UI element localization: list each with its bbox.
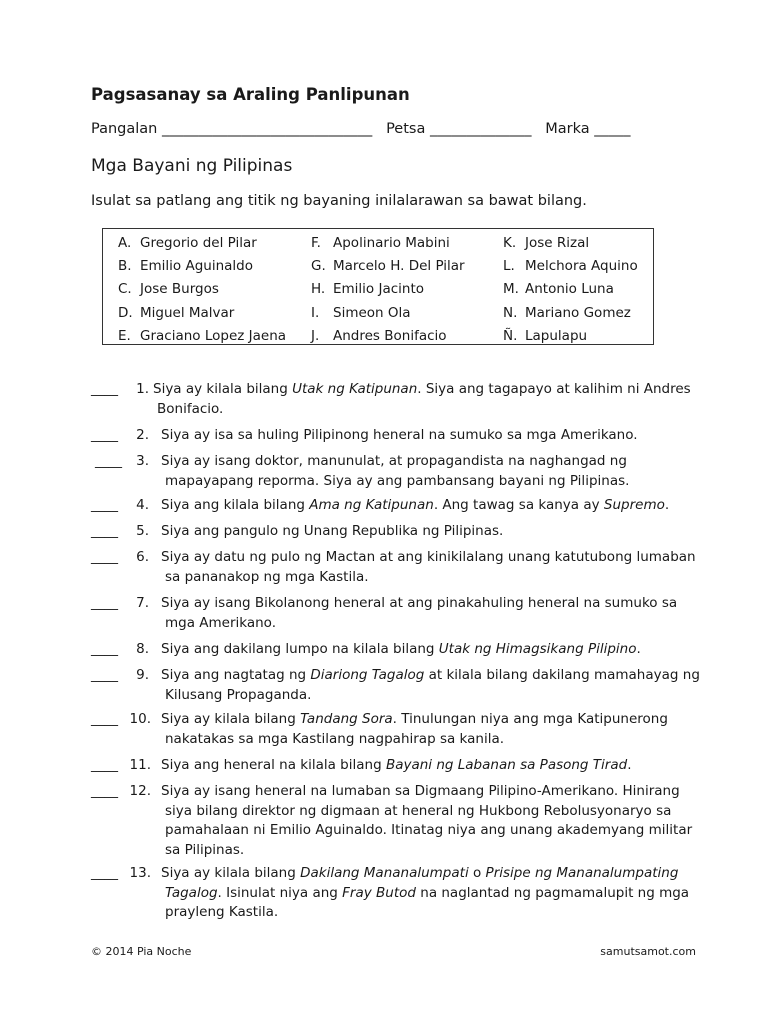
- choice-item: [118, 278, 286, 301]
- answer-blank[interactable]: ____: [91, 783, 118, 799]
- question-number: 4.: [136, 497, 149, 513]
- choice-letter: M.: [503, 281, 519, 298]
- answer-blank[interactable]: ____: [91, 523, 118, 539]
- answer-blank[interactable]: ____: [91, 427, 118, 443]
- choice-name: Antonio Luna: [525, 281, 614, 298]
- question-text: [161, 522, 701, 542]
- choice-letter: E.: [118, 327, 131, 344]
- emphasis-text: Utak ng Himagsikang Pilipino: [438, 641, 637, 657]
- question-text: [161, 666, 701, 705]
- choice-item: [503, 278, 638, 301]
- choice-name: Apolinario Mabini: [333, 235, 450, 251]
- choice-item: [311, 302, 465, 325]
- emphasis-text: Prisipe ng Mananalumpating: [485, 865, 679, 881]
- question-line: Siya ay isa sa huling Pilipinong heneral na sumuko sa mga Amerikano.: [161, 427, 638, 443]
- emphasis-text: Supremo: [603, 497, 665, 513]
- date-label: Petsa: [386, 121, 426, 137]
- choice-name: Melchora Aquino: [525, 258, 638, 275]
- question-text: [161, 426, 701, 446]
- emphasis-text: Bayani ng Labanan sa Pasong Tirad: [385, 757, 628, 773]
- grade-label: Marka: [545, 121, 590, 137]
- answer-blank[interactable]: ____: [91, 711, 118, 727]
- date-blank: ______________: [429, 121, 532, 137]
- question-number: 12.: [129, 783, 151, 799]
- choice-name: Gregorio del Pilar: [140, 235, 257, 251]
- question-line: mapayapang reporma. Siya ay ang pambansang bayani ng Pilipinas.: [165, 472, 630, 489]
- question-line: Siya ay kilala bilang Tandang Sora. Tinulungan niya ang mga Katipunerong: [161, 711, 668, 727]
- emphasis-text: Fray Butod: [342, 884, 416, 901]
- emphasis-text: Utak ng Katipunan: [292, 381, 418, 397]
- choices-column-1: [118, 232, 286, 348]
- choice-item: [311, 232, 465, 255]
- question-line: Siya ay isang Bikolanong heneral at ang pinakahuling heneral na sumuko sa: [161, 595, 678, 611]
- choice-item: [118, 325, 286, 348]
- question-number: 5.: [136, 523, 149, 539]
- choice-name: Emilio Aguinaldo: [140, 258, 254, 275]
- answer-blank[interactable]: ____: [91, 757, 118, 773]
- question-text: [161, 548, 701, 587]
- choice-letter: H.: [311, 281, 326, 298]
- choice-letter: F.: [311, 235, 321, 251]
- choice-item: [118, 232, 286, 255]
- choice-name: Simeon Ola: [333, 304, 411, 321]
- question-number: 7.: [136, 595, 149, 611]
- answer-blank[interactable]: ____: [91, 381, 118, 397]
- choice-letter: B.: [118, 258, 132, 275]
- choices-column-3: [503, 232, 638, 348]
- answer-blank[interactable]: ____: [91, 641, 118, 657]
- question-number: 1.: [136, 381, 149, 397]
- choice-name: Jose Rizal: [525, 235, 590, 251]
- choice-name: Mariano Gomez: [525, 304, 631, 321]
- question-text: [161, 756, 701, 776]
- question-number: 2.: [136, 427, 149, 443]
- name-label: Pangalan: [91, 121, 158, 137]
- question-line: Siya ang kilala bilang Ama ng Katipunan. Ang tawag sa kanya ay Supremo.: [161, 497, 670, 513]
- question-line: Siya ang heneral na kilala bilang Bayani ng Labanan sa Pasong Tirad.: [161, 757, 632, 773]
- grade-blank: _____: [594, 121, 631, 137]
- choice-item: [503, 302, 638, 325]
- choices-box: [102, 228, 654, 345]
- choice-name: Emilio Jacinto: [333, 281, 425, 298]
- choice-letter: L.: [503, 258, 515, 275]
- choice-name: Marcelo H. Del Pilar: [333, 258, 465, 275]
- choice-letter: D.: [118, 304, 133, 321]
- question-number: 11.: [129, 757, 151, 773]
- choice-item: [118, 302, 286, 325]
- question-line: Siya ay kilala bilang Utak ng Katipunan. Siya ang tagapayo at kalihim ni Andres: [153, 381, 691, 397]
- choice-item: [503, 325, 638, 348]
- choice-letter: N.: [503, 304, 518, 321]
- choice-letter: I.: [311, 304, 320, 321]
- question-line: Siya ang nagtatag ng Diariong Tagalog at kilala bilang dakilang mamahayag ng: [161, 667, 700, 683]
- question-line: Tagalog. Isinulat niya ang Fray Butod na naglantad ng pagmamalupit ng mga: [165, 884, 690, 901]
- choice-letter: C.: [118, 281, 132, 298]
- choice-item: [118, 255, 286, 278]
- page-title: Pagsasanay sa Araling Panlipunan: [91, 85, 410, 104]
- footer-copyright: © 2014 Pia Noche: [91, 945, 192, 958]
- question-text: [161, 782, 701, 860]
- question-line: mga Amerikano.: [165, 614, 276, 631]
- choice-letter: G.: [311, 258, 326, 275]
- question-line: nakatakas sa mga Kastilang nagpahirap sa kanila.: [165, 730, 505, 747]
- emphasis-text: Diariong Tagalog: [310, 667, 425, 683]
- answer-blank[interactable]: ____: [91, 497, 118, 513]
- answer-blank[interactable]: ____: [91, 667, 118, 683]
- question-text: [161, 710, 701, 749]
- emphasis-text: Tandang Sora: [300, 711, 393, 727]
- question-line: prayleng Kastila.: [165, 904, 279, 920]
- choice-letter: K.: [503, 235, 517, 251]
- choice-letter: Ñ.: [503, 327, 518, 344]
- question-line: Siya ay isang heneral na lumaban sa Digmaang Pilipino-Amerikano. Hinirang: [161, 783, 680, 799]
- question-line: siya bilang direktor ng digmaan at heneral ng Hukbong Rebolusyonaryo sa: [165, 802, 672, 819]
- question-line: Bonifacio.: [157, 400, 224, 417]
- question-text: [153, 380, 693, 419]
- question-line: Siya ang dakilang lumpo na kilala bilang Utak ng Himagsikang Pilipino.: [161, 641, 641, 657]
- question-line: Siya ay isang doktor, manunulat, at propagandista na naghangad ng: [161, 453, 627, 469]
- question-text: [161, 452, 701, 491]
- student-info-line: [91, 121, 631, 137]
- question-text: [161, 594, 701, 633]
- emphasis-text: Ama ng Katipunan: [309, 497, 434, 513]
- emphasis-text: Dakilang Mananalumpati: [300, 865, 469, 881]
- question-number: 6.: [136, 549, 149, 565]
- section-subtitle: Mga Bayani ng Pilipinas: [91, 156, 293, 176]
- question-line: sa Pilipinas.: [165, 841, 245, 858]
- choice-letter: J.: [311, 327, 320, 344]
- answer-blank[interactable]: ____: [91, 865, 118, 881]
- answer-blank[interactable]: ____: [95, 453, 122, 469]
- name-blank: _____________________________: [161, 121, 373, 137]
- choice-item: [311, 278, 465, 301]
- choice-name: Miguel Malvar: [140, 304, 235, 321]
- emphasis-text: Tagalog: [165, 884, 218, 901]
- question-line: Siya ang pangulo ng Unang Republika ng Pilipinas.: [161, 523, 504, 539]
- choice-item: [311, 255, 465, 278]
- question-number: 13.: [129, 865, 151, 881]
- choices-column-2: [311, 232, 465, 348]
- question-text: [161, 496, 701, 516]
- choice-name: Andres Bonifacio: [333, 327, 447, 344]
- choice-letter: A.: [118, 235, 132, 251]
- question-number: 10.: [129, 711, 151, 727]
- question-text: [161, 864, 701, 923]
- question-line: pamahalaan ni Emilio Aguinaldo. Itinatag niya ang unang akademyang militar: [165, 822, 693, 838]
- choice-item: [503, 232, 638, 255]
- answer-blank[interactable]: ____: [91, 549, 118, 565]
- question-line: Siya ay datu ng pulo ng Mactan at ang kinikilalang unang katutubong lumaban: [161, 549, 696, 565]
- question-line: Siya ay kilala bilang Dakilang Mananalumpati o Prisipe ng Mananalumpating: [161, 865, 679, 881]
- question-number: 8.: [136, 641, 149, 657]
- choice-item: [503, 255, 638, 278]
- instruction-text: Isulat sa patlang ang titik ng bayaning inilalarawan sa bawat bilang.: [91, 193, 587, 209]
- question-text: [161, 640, 701, 660]
- question-line: Kilusang Propaganda.: [165, 686, 312, 703]
- question-line: sa pananakop ng mga Kastila.: [165, 568, 369, 585]
- choice-name: Jose Burgos: [140, 281, 219, 298]
- choice-name: Lapulapu: [525, 327, 588, 344]
- question-number: 9.: [136, 667, 149, 683]
- question-number: 3.: [136, 453, 149, 469]
- answer-blank[interactable]: ____: [91, 595, 118, 611]
- footer-site: samutsamot.com: [600, 945, 696, 958]
- choice-item: [311, 325, 465, 348]
- choice-name: Graciano Lopez Jaena: [140, 327, 287, 344]
